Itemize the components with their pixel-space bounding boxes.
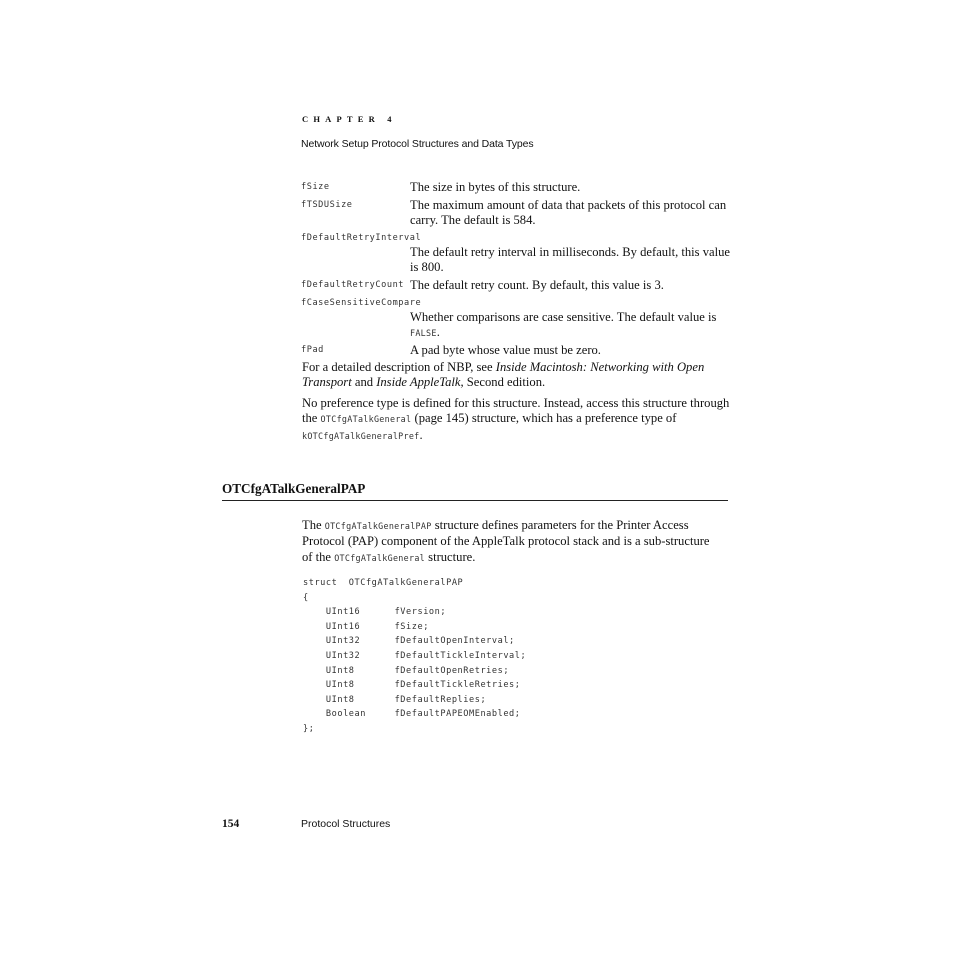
code-line: struct OTCfgATalkGeneralPAP [303,578,464,588]
field-description: The maximum amount of data that packets of this protocol can carry. The default is 584. [410,198,727,227]
inline-code: OTCfgATalkGeneral [320,414,412,425]
section-intro-paragraph: The OTCfgATalkGeneralPAP structure defines parameters for the Printer Access Protocol (PAP) component of the AppleTalk protocol stack and is a sub-structure of the OTCfgATalkGeneral structure. [302,518,710,564]
code-line: Boolean fDefaultPAPEOMEnabled; [303,709,521,720]
code-block [303,576,526,737]
inline-code: OTCfgATalkGeneral [334,552,426,563]
field-name: fSize [301,182,330,192]
field-description: The default retry interval in milliseconds. By default, this value is 800. [410,245,731,274]
field-name: fCaseSensitiveCompare [301,298,422,308]
page-number: 154 [222,818,240,830]
section-heading: OTCfgATalkGeneralPAP [222,481,366,496]
field-name: fDefaultRetryCount [301,280,405,290]
footer-section-title: Protocol Structures [301,818,391,830]
inline-code: FALSE [410,328,437,338]
field-name: fPad [301,345,324,355]
chapter-label: CHAPTER 4 [302,114,397,124]
field-name: fDefaultRetryInterval [301,233,422,243]
nbp-reference-paragraph: For a detailed description of NBP, see Inside Macintosh: Networking with Open Transport and Inside AppleTalk, Second edition. [302,360,705,390]
section-rule [222,500,728,501]
code-line: UInt32 fDefaultTickleInterval; [303,650,527,661]
code-line: { [303,592,309,603]
inline-code: OTCfgATalkGeneralPAP [324,521,432,531]
code-line: UInt8 fDefaultTickleRetries; [303,680,521,691]
field-description: The size in bytes of this structure. [410,180,581,194]
code-line: UInt32 fDefaultOpenInterval; [303,636,515,647]
code-line: UInt8 fDefaultOpenRetries; [303,665,510,676]
field-description: The default retry count. By default, this value is 3. [410,278,664,292]
field-description: Whether comparisons are case sensitive. The default value is FALSE. [410,310,717,339]
field-description: A pad byte whose value must be zero. [410,343,601,357]
code-line: UInt16 fVersion; [303,607,447,618]
code-line: UInt8 fDefaultReplies; [303,694,487,705]
code-line: }; [303,723,315,734]
preference-paragraph: No preference type is defined for this structure. Instead, access this structure through the OTCfgATalkGeneral (page 145) structure, which has a preference type of kOTCfgATalkGeneralPref. [302,396,730,442]
chapter-title: Network Setup Protocol Structures and Data Types [301,138,534,150]
code-line: UInt16 fSize; [303,621,429,632]
field-name: fTSDUSize [301,200,353,210]
inline-code: kOTCfgATalkGeneralPref [302,430,420,441]
